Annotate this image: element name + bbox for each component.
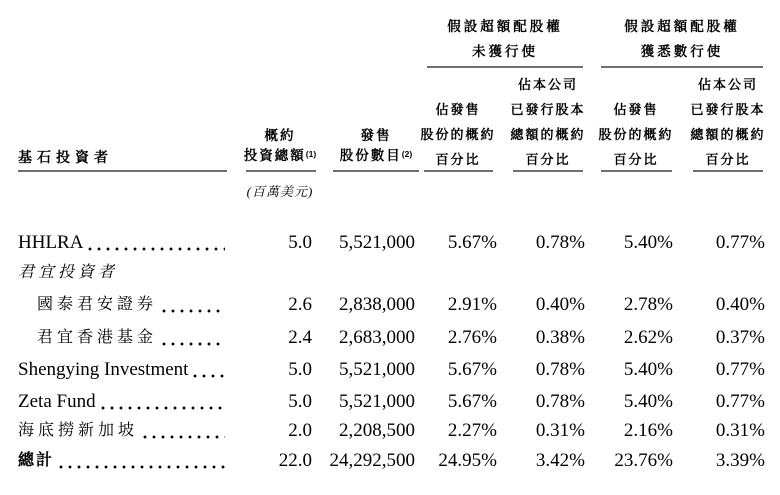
cell-pct-offer-no-exercise: 2.27% [447, 420, 497, 441]
cell-pct-offer-full-exercise: 2.78% [623, 294, 673, 315]
cell-pct-offer-full-exercise: 2.62% [623, 327, 673, 348]
column-header-offer-shares: 發售 股份數目$^{(2)}$ [339, 128, 413, 163]
cell-pct-capital-full-exercise: 0.77% [715, 232, 765, 253]
cell-pct-capital-full-exercise-total: 3.39% [715, 450, 765, 471]
cell-investment: 5.0 [288, 359, 312, 380]
column-rule-pct1 [424, 170, 493, 172]
cell-investment: 5.0 [288, 232, 312, 253]
cell-pct-offer-no-exercise: 5.67% [447, 391, 497, 412]
cell-shares: 5,521,000 [339, 232, 415, 253]
dot-leader [101, 406, 225, 410]
investor-name: 國泰君安證券 [37, 296, 158, 313]
cell-pct-offer-full-exercise: 5.40% [623, 359, 673, 380]
cell-shares: 5,521,000 [339, 391, 415, 412]
column-rule-investment [246, 170, 316, 172]
group-rule-right [601, 66, 763, 68]
group-header-line1: 假設超額配股權 [447, 19, 563, 34]
cell-pct-capital-no-exercise: 0.78% [535, 359, 585, 380]
column-rule-shares [333, 170, 419, 172]
cell-pct-offer-no-exercise: 5.67% [447, 232, 497, 253]
footnote-marker-1: (1) [305, 149, 317, 159]
cell-pct-capital-full-exercise: 0.37% [715, 327, 765, 348]
cell-pct-offer-full-exercise: 2.16% [623, 420, 673, 441]
cell-shares: 2,683,000 [339, 327, 415, 348]
investor-name: 君宜香港基金 [37, 329, 158, 346]
table-row-shengying [0, 359, 780, 381]
cell-investment: 2.0 [288, 420, 312, 441]
column-rule-pct3 [601, 170, 672, 172]
cell-pct-offer-full-exercise: 5.40% [623, 232, 673, 253]
column-rule-investors [18, 170, 227, 172]
cell-pct-capital-no-exercise: 0.40% [535, 294, 585, 315]
total-label: 總計 [18, 452, 55, 469]
cell-pct-capital-no-exercise: 0.38% [535, 327, 585, 348]
cell-pct-capital-full-exercise: 0.31% [715, 420, 765, 441]
investor-group-name: 君宜投資者 [18, 264, 119, 281]
dot-leader [143, 435, 225, 439]
footnote-marker-2: (2) [401, 149, 413, 159]
cell-shares-total: 24,292,500 [329, 450, 415, 471]
group-header-oa-fully-exercised [582, 14, 780, 64]
cell-investment: 2.6 [288, 294, 312, 315]
cell-shares: 2,208,500 [339, 420, 415, 441]
group-rule-left [427, 66, 583, 68]
dot-leader [88, 247, 225, 251]
investor-name: Shengying Investment [18, 359, 189, 380]
cell-pct-offer-no-exercise: 2.76% [447, 327, 497, 348]
table-row-zeta-fund [0, 391, 780, 413]
investor-name: HHLRA [18, 232, 84, 253]
cell-investment: 5.0 [288, 391, 312, 412]
dot-leader [162, 309, 225, 313]
cell-pct-capital-no-exercise: 0.31% [535, 420, 585, 441]
table-row-junyi-investors [0, 262, 780, 284]
row-axis-header: 基石投資者 [18, 149, 113, 165]
cell-pct-offer-full-exercise-total: 23.76% [614, 450, 673, 471]
column-header-investment: 概約 投資總額$^{(1)}$ [243, 128, 317, 163]
table-row-haidilao-singapore [0, 420, 780, 442]
dot-leader [193, 374, 225, 378]
dot-leader [59, 465, 225, 469]
cell-investment: 2.4 [288, 327, 312, 348]
cell-pct-offer-no-exercise: 5.67% [447, 359, 497, 380]
cell-pct-offer-no-exercise-total: 24.95% [438, 450, 497, 471]
column-rule-pct2 [513, 170, 583, 172]
column-header-pct-issued-capital-2: 佔本公司 已發行股本 總額的概約 百分比 [690, 77, 766, 167]
cell-pct-capital-no-exercise: 0.78% [535, 232, 585, 253]
table-row-total [0, 450, 780, 472]
group-header-line1: 假設超額配股權 [624, 19, 740, 34]
column-header-pct-offer-shares-2: 佔發售 股份的概約 百分比 [598, 102, 674, 167]
group-header-line2: 獲悉數行使 [640, 44, 724, 59]
table-row-guotai-junan [0, 294, 780, 316]
column-rule-pct4 [693, 170, 763, 172]
investor-name: Zeta Fund [18, 391, 96, 412]
investor-name: 海底撈新加坡 [18, 422, 139, 439]
cell-pct-offer-no-exercise: 2.91% [447, 294, 497, 315]
column-header-pct-issued-capital-1: 佔本公司 已發行股本 總額的概約 百分比 [510, 77, 586, 167]
cell-pct-capital-full-exercise: 0.77% [715, 359, 765, 380]
unit-note: (百萬美元) [246, 184, 314, 199]
cell-shares: 2,838,000 [339, 294, 415, 315]
table-row-hhlra [0, 232, 780, 254]
column-header-pct-offer-shares-1: 佔發售 股份的概約 百分比 [420, 102, 496, 167]
cell-pct-offer-full-exercise: 5.40% [623, 391, 673, 412]
cell-pct-capital-no-exercise-total: 3.42% [535, 450, 585, 471]
cell-pct-capital-full-exercise: 0.77% [715, 391, 765, 412]
cell-shares: 5,521,000 [339, 359, 415, 380]
dot-leader [162, 342, 225, 346]
cell-investment-total: 22.0 [278, 450, 312, 471]
table-row-junyi-hk-fund [0, 327, 780, 349]
cell-pct-capital-full-exercise: 0.40% [715, 294, 765, 315]
group-header-line2: 未獲行使 [472, 44, 538, 59]
cell-pct-capital-no-exercise: 0.78% [535, 391, 585, 412]
group-header-oa-not-exercised [405, 14, 605, 64]
